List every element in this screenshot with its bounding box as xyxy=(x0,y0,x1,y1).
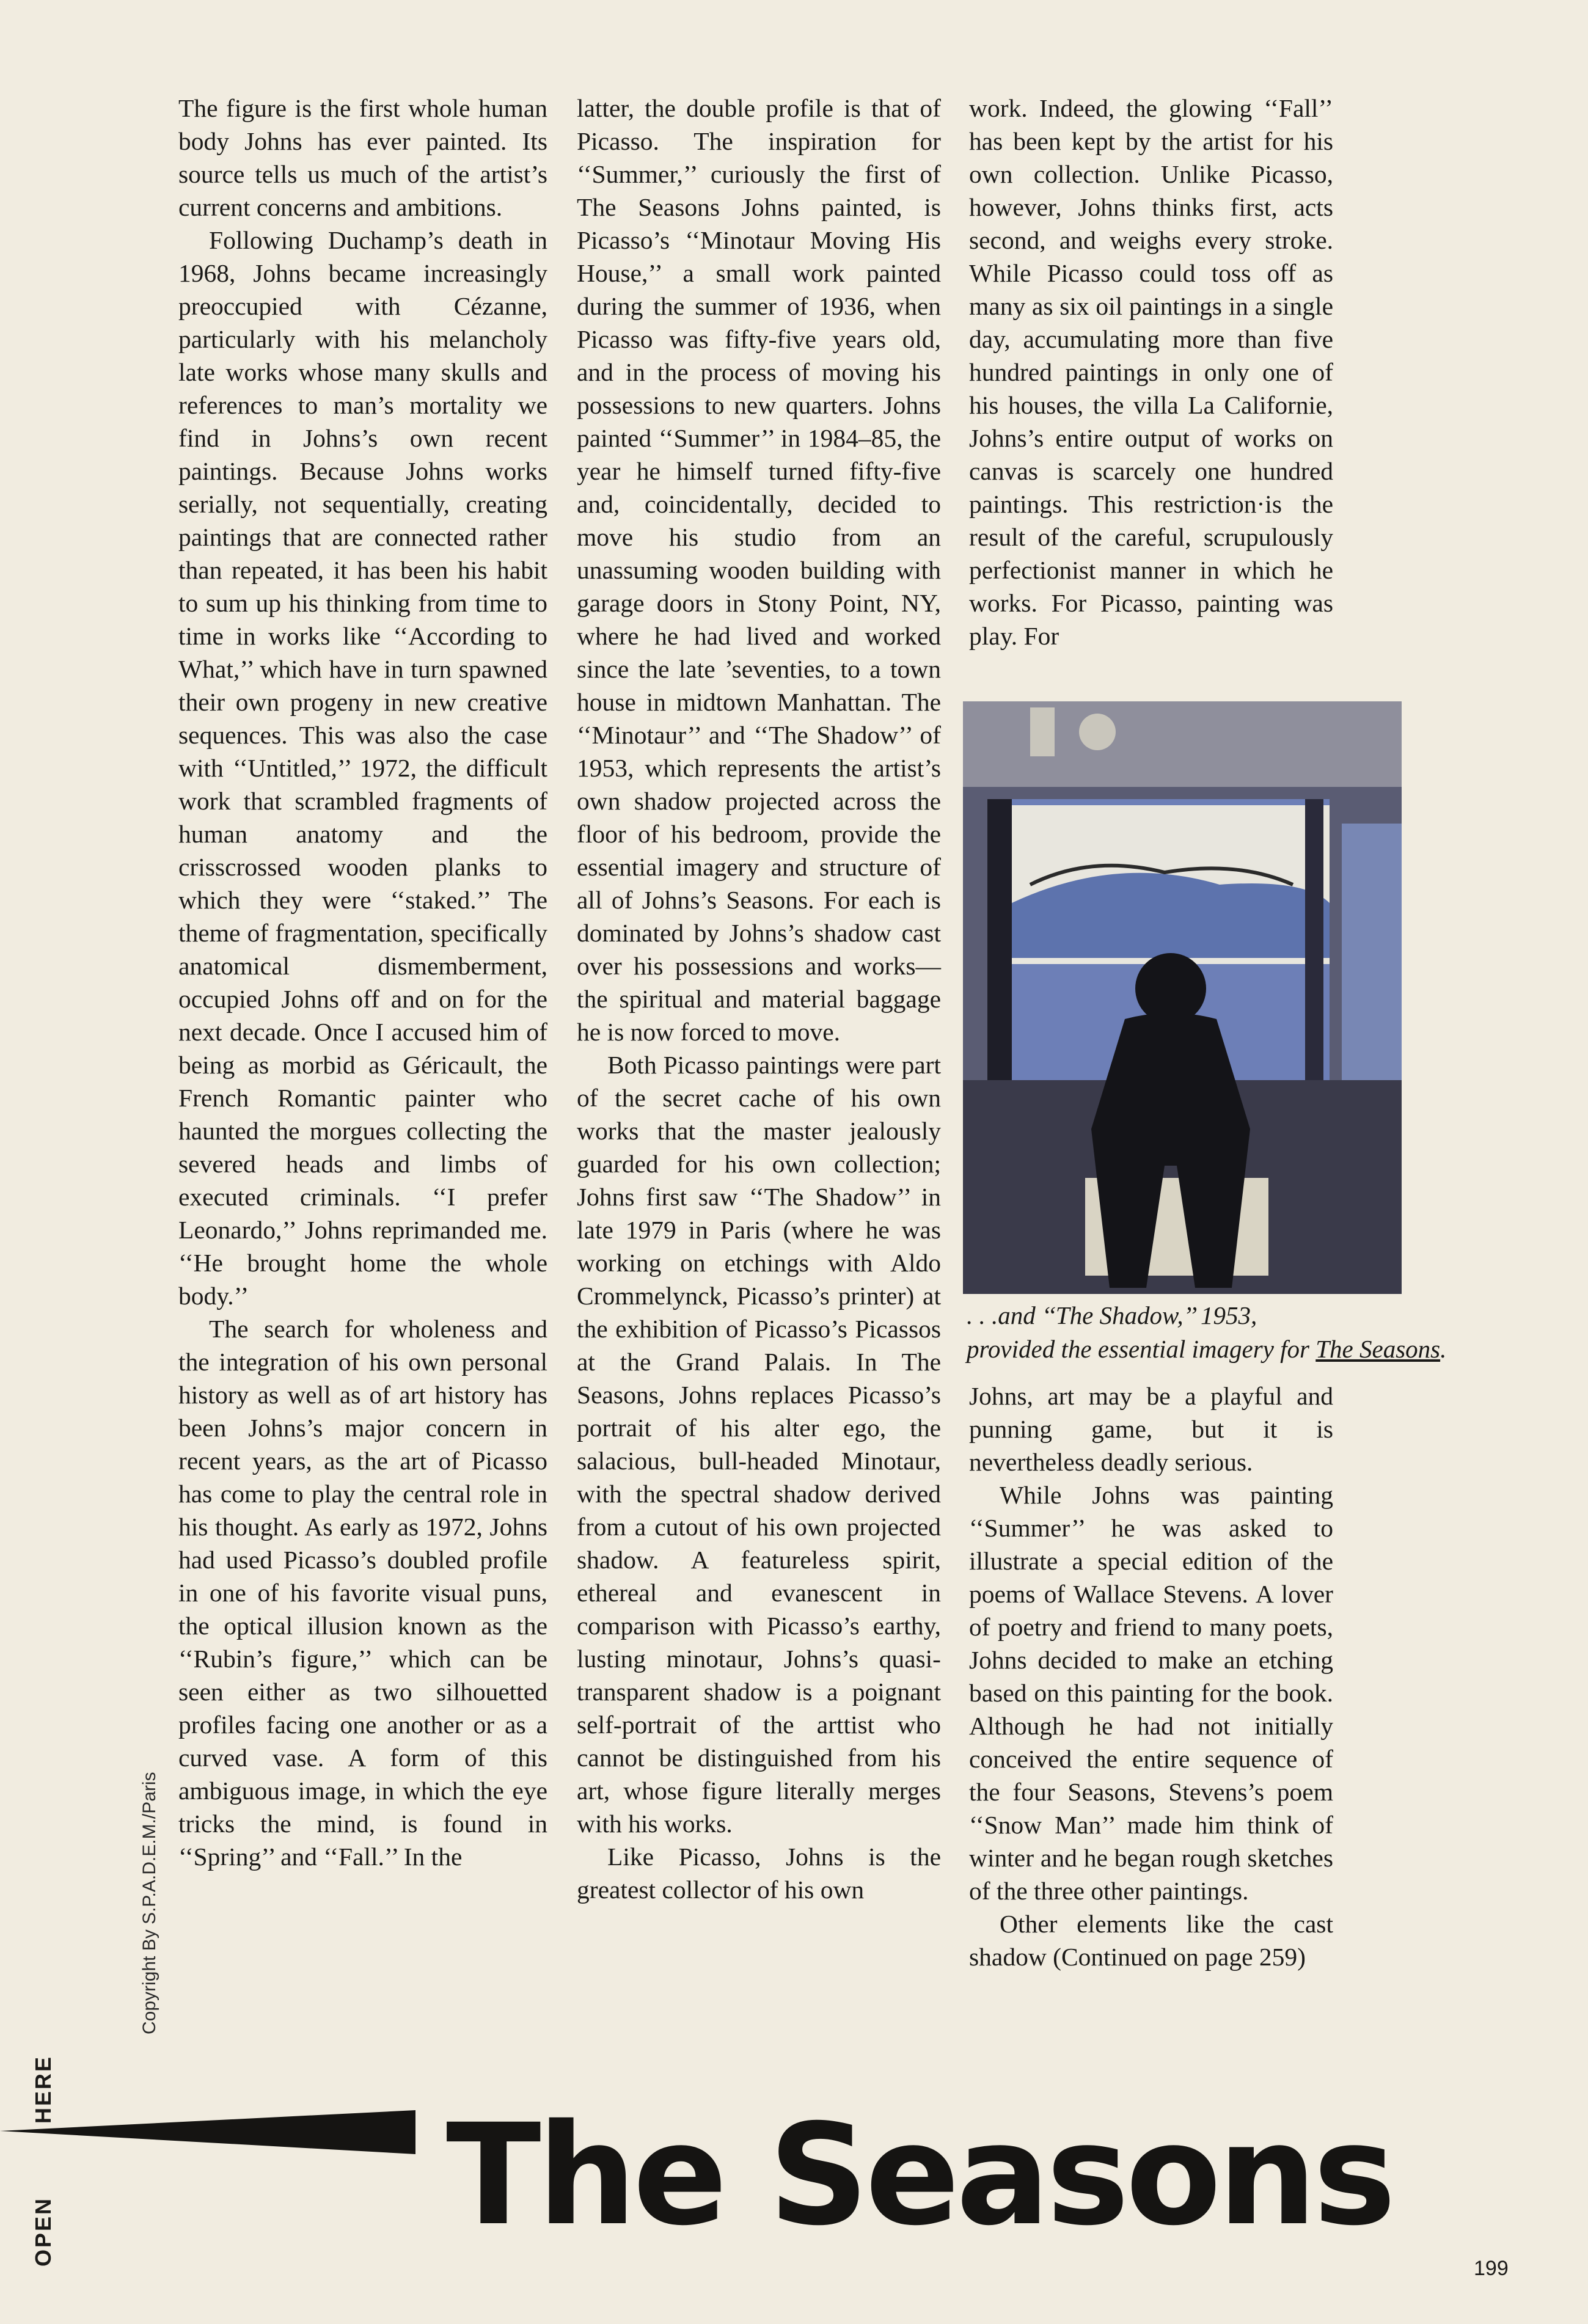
page-number: 199 xyxy=(1474,2257,1509,2280)
article-column-1 xyxy=(178,92,547,1873)
painting-image xyxy=(963,701,1402,1294)
article-column-2 xyxy=(577,92,941,1906)
caption-line xyxy=(967,1332,1517,1366)
paragraph: The search for wholeness and the integration of his own personal history as well as of art history has been Johns’s major concern in recent years, as the art of Picasso has come to play the central role in his thought. As early as 1972, Johns had used Picasso’s doubled profile in one of his favorite visual puns, the optical illusion known as the ‘‘Rubin’s figure,’’ which can be seen either as two silhouetted profiles facing one another or as a curved vase. A form of this ambiguous image, in which the eye tricks the mind, is found in ‘‘Spring’’ and ‘‘Fall.’’ In the xyxy=(178,1315,547,1871)
paragraph: work. Indeed, the glowing ‘‘Fall’’ has been kept by the artist for his own collection. Unlike Picasso, however, Johns thinks first, acts second, and weighs every stroke. While Picasso could toss off as many as six oil paintings in a single day, accumulating more than five hundred paintings in only one of his houses, the villa La Californie, Johns’s entire output of works on canvas is scarcely one hundred paintings. This restriction·is the result of the careful, scrupulously perfectionist manner in which he works. For Picasso, painting was play. For xyxy=(969,94,1333,650)
caption-title: The Seasons xyxy=(1315,1335,1441,1363)
caption-line: . . .and ‘‘The Shadow,’’ 1953, xyxy=(967,1301,1257,1329)
wedge-rule xyxy=(0,2108,415,2157)
photo-credit: Copyright By S.P.A.D.E.M./Paris xyxy=(139,1772,159,2034)
paragraph: Both Picasso paintings were part of the secret cache of his own works that the master jealously guarded for his own collection; Johns first saw ‘‘The Shadow’’ in late 1979 in Paris (where he was working on etchings with Aldo Crommelynck, Picasso’s printer) at the exhibition of Picasso’s Picassos at the Grand Palais. In The Seasons, Johns replaces Picasso’s portrait of his alter ego, the salacious, bull-headed Minotaur, with the spectral shadow derived from a cutout of his own projected shadow. A featureless spirit, ethereal and evanescent in comparison with Picasso’s earthy, lusting minotaur, Johns’s quasi-transparent shadow is a poignant self-portrait of the arttist who cannot be distinguished from his art, whose figure literally merges with his works. xyxy=(577,1051,941,1838)
paragraph: Other elements like the cast shadow (Continued on page 259) xyxy=(969,1910,1333,1971)
paragraph: Following Duchamp’s death in 1968, Johns became increasingly preoccupied with Cézanne, particularly with his melancholy late works whose many skulls and references to man’s mortality we find in Johns’s own recent paintings. Because Johns works serially, not sequentially, creating paintings that are connected rather than repeated, it has been his habit to sum up his thinking from time to time in works like ‘‘According to What,’’ which have in turn spawned their own progeny in new creative sequences. This was also the case with ‘‘Untitled,’’ 1972, the difficult work that scrambled fragments of human anatomy and the crisscrossed wooden planks to which they were ‘‘staked.’’ The theme of fragmentation, specifically anatomical dismemberment, occupied Johns off and on for the next decade. Once I accused him of being as morbid as Géricault, the French Romantic painter who haunted the morgues collecting the severed heads and limbs of executed criminals. ‘‘I prefer Leonardo,’’ Johns reprimanded me. ‘‘He brought home the whole body.’’ xyxy=(178,226,547,1310)
paragraph: latter, the double profile is that of Picasso. The inspiration for ‘‘Summer,’’ curiously the first of The Seasons Johns painted, is Picasso’s ‘‘Minotaur Moving His House,’’ a small work painted during the summer of 1936, when Picasso was fifty-five years old, and in the process of moving his possessions to new quarters. Johns painted ‘‘Summer’’ in 1984–85, the year he himself turned fifty-five and, coincidentally, decided to move his studio from an unassuming wooden building with garage doors in Stony Point, NY, where he had lived and worked since the late ’seventies, to a town house in midtown Manhattan. The ‘‘Minotaur’’ and ‘‘The Shadow’’ of 1953, which represents the artist’s own shadow projected across the floor of his bedroom, provide the essential imagery and structure of all of Johns’s Seasons. For each is dominated by Johns’s shadow cast over his possessions and works—the spiritual and material baggage he is now forced to move. xyxy=(577,94,941,1046)
tab-word-open: OPEN xyxy=(31,2196,56,2267)
article-column-3-bottom xyxy=(969,1379,1333,1973)
paragraph: Johns, art may be a playful and punning game, but it is nevertheless deadly serious. xyxy=(969,1382,1333,1476)
tab-word-here: HERE xyxy=(31,2055,56,2124)
paragraph: The figure is the first whole human body Johns has ever painted. Its source tells us much of the artist’s current concerns and ambitions. xyxy=(178,94,547,221)
figure-caption xyxy=(967,1299,1517,1366)
paragraph: While Johns was painting ‘‘Summer’’ he was asked to illustrate a special edition of the poems of Wallace Stevens. A lover of poetry and friend to many poets, Johns decided to make an etching based on this painting for the book. Although he had not initially conceived the entire sequence of the four Seasons, Stevens’s poem ‘‘Snow Man’’ made him think of winter and he began rough sketches of the three other paintings. xyxy=(969,1481,1333,1905)
paragraph: Like Picasso, Johns is the greatest collector of his own xyxy=(577,1843,941,1904)
caption-period: . xyxy=(1440,1335,1447,1363)
headline: The Seasons xyxy=(446,2094,1392,2256)
painting-the-shadow xyxy=(963,701,1402,1294)
article-column-3-top xyxy=(969,92,1333,652)
caption-text: provided the essential imagery for xyxy=(967,1335,1316,1363)
